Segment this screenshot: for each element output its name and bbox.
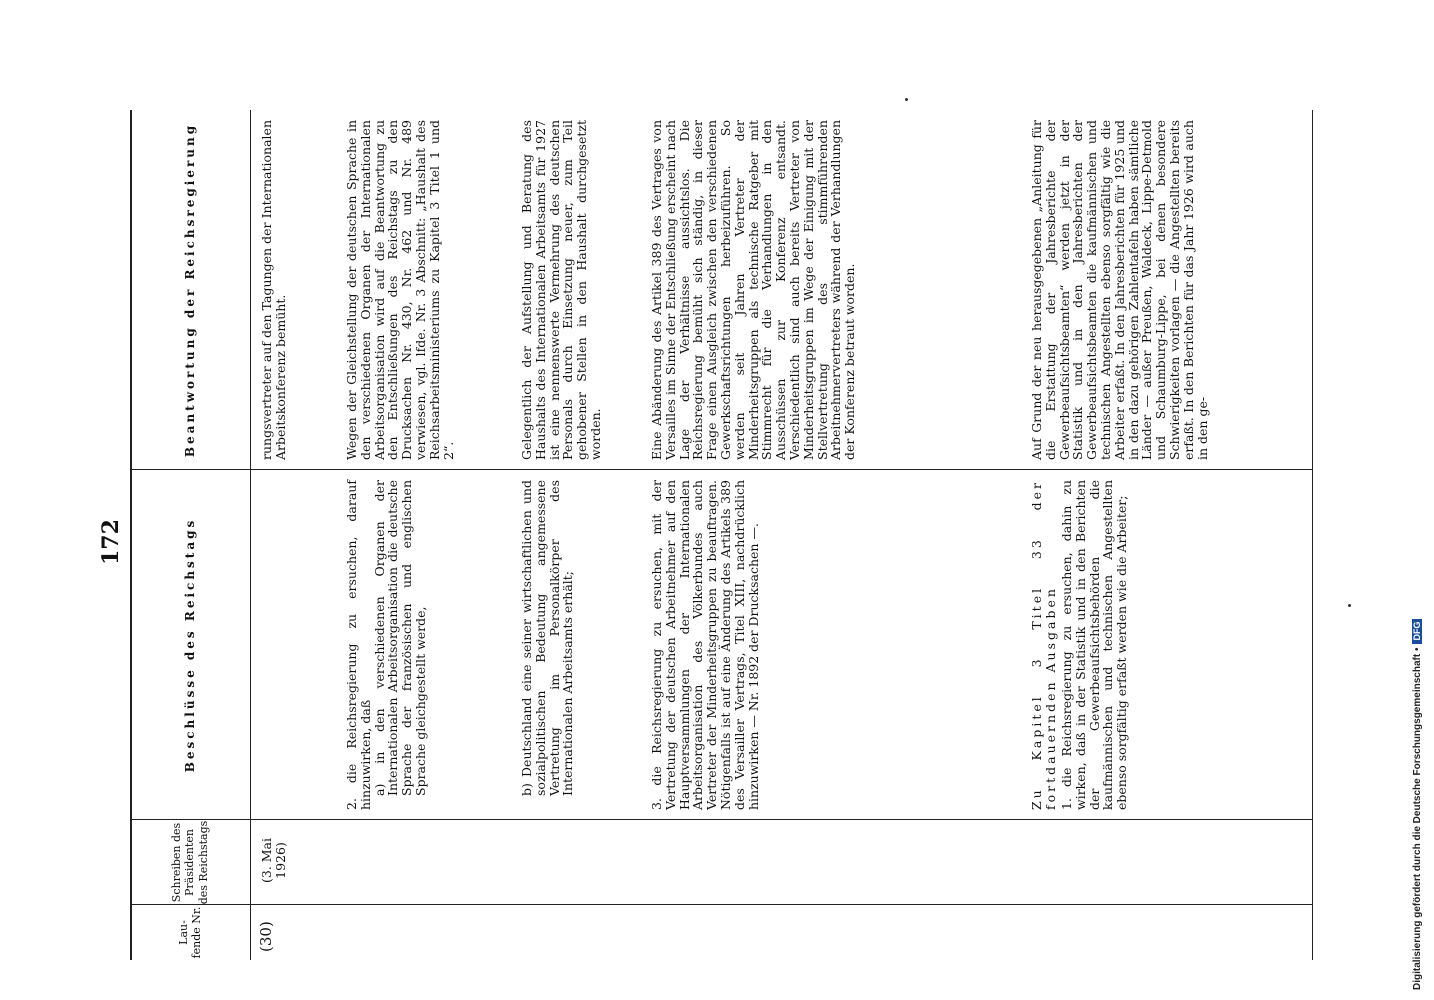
antwort-3: Eine Abänderung des Artikel 389 des Vertrages von Versailles im Sinne der Entschließung erscheint nach Lage der Verhältnisse aussichtslos. Die Reichsregierung bemüht sich ständig, in dieser Frage einen Ausgleich zwischen den verschiedenen Gewerkschaftsrichtungen herbeizuführen. So werden seit Jahren Vertreter der Minderheitsgruppen als technische Ratgeber mit Stimmrecht für die Verhandlungen in den Ausschüssen zur Konferenz entsandt. Verschiedentlich sind auch bereits Vertreter von Minderheitsgruppen im Wege der Einigung mit der Stellvertretung des stimmführenden Arbeitnehmervertreters während der Verhandlungen der Konferenz betraut worden. <box>649 120 858 460</box>
beschluss-2a: a) in den verschiedenen Organen der Internationalen Arbeitsorganisation die deutsche Sprache der französischen und englischen Sprache gleichgestellt werde, <box>371 480 428 796</box>
beschluesse-block-2 <box>345 480 428 810</box>
sidenote-text: Digitalisierung gefördert durch die Deutsche Forschungsgemeinschaft • <box>1412 647 1423 990</box>
header-laufende-nr: Lau- fende Nr. <box>176 906 203 959</box>
header-schreiben: Schreiben des Präsidenten des Reichstags <box>170 820 210 905</box>
antwort-0: rungsvertreter auf den Tagungen der Internationalen Arbeitskonferenz bemüht. <box>259 120 288 460</box>
kapitel-heading: Zu Kapitel 3 Titel 33 der fortdauernden Ausgaben <box>1029 480 1058 810</box>
dfg-logo-icon: DFG <box>1412 619 1422 644</box>
rotated-document-page <box>98 110 1320 960</box>
page-number: 172 <box>98 519 124 565</box>
scan-speck <box>1348 604 1351 607</box>
beschluss-1: 1. die Reichsregierung zu ersuchen, dahin zu wirken, daß in der Statistik und in den Berichten der Gewerbeaufsichtsbehörden die kaufmännischen und technischen Angestellten ebenso sorgfältig erfaßt werden wie die Arbeiter; <box>1059 480 1130 810</box>
table-bottom-rule <box>1312 110 1313 960</box>
beschluss-3: 3. die Reichsregierung zu ersuchen, mit der Vertretung der deutschen Arbeitnehmer auf den Hauptversammlungen der Internationalen Arbeitsorganisation des Völkerbundes auch Vertreter der Minderheitsgruppen zu beauftragen. Nötigenfalls ist auf eine Änderung des Artikels 389 des Versailler Vertrags, Titel XIII, nachdrücklich hinzuwirken — Nr. 1892 der Drucksachen —. <box>649 480 761 810</box>
table-header-rule <box>250 110 251 960</box>
row-date: (3. Mai 1926) <box>259 837 288 884</box>
beschluss-2: 2. die Reichsregierung zu ersuchen, darauf hinzuwirken, daß <box>344 480 373 810</box>
beschluss-2b: b) Deutschland eine seiner wirtschaftlichen und sozialpolitischen Bedeutung angemessene Vertretung im Personalkörper des Internationalen Arbeitsamts erhält; <box>519 480 576 796</box>
column-divider <box>130 469 1312 470</box>
antwort-4: Auf Grund der neu herausgegebenen „Anleitung für die Erstattung der Jahresberichte der Gewerbeaufsichtsbeamten“ werden jetzt in der Statistik und in den Jahresberichten der Gewerbeaufsichtsbeamten die kaufmännischen und technischen Angestellten ebenso sorgfältig wie die Arbeiter erfaßt. In den Jahresberichten für 1925 und in den dazu gehörigen Zahlentafeln haben sämtliche Länder — außer Preußen, Waldeck, Lippe-Detmold und Schaumburg-Lippe, bei denen besondere Schwierigkeiten vorlagen — die Angestellten bereits erfaßt. In den Berichten für das Jahr 1926 wird auch in den ge- <box>1029 120 1210 460</box>
row-number: (30) <box>257 921 275 952</box>
antwort-2: Gelegentlich der Aufstellung und Beratung des Haushalts des Internationalen Arbeitsamts für 1927 ist eine nennenswerte Vermehrung des deutschen Personals durch Einsetzung neuer, zum Teil gehobener Stellen in den Haushalt durchgesetzt worden. <box>519 120 603 460</box>
column-divider <box>130 819 1312 820</box>
column-divider <box>130 904 1312 905</box>
header-beantwortung: Beantwortung der Reichsregierung <box>182 122 197 458</box>
antwort-1: Wegen der Gleichstellung der deutschen Sprache in den verschiedenen Organen der Internationalen Arbeitsorganisation wird auf die Beantwortung zu den Entschließungen des Reichstags zu den Drucksachen Nr. 430, Nr. 462 und Nr. 489 verwiesen, vgl. lfde. Nr. 3 Abschnitt: „Haushalt des Reichsarbeitsministeriums zu Kapitel 3 Titel 1 und 2“. <box>344 120 456 460</box>
header-beschluesse: Beschlüsse des Reichstags <box>182 517 197 773</box>
dfg-sidenote <box>1412 619 1423 990</box>
scan-speck <box>905 98 908 101</box>
